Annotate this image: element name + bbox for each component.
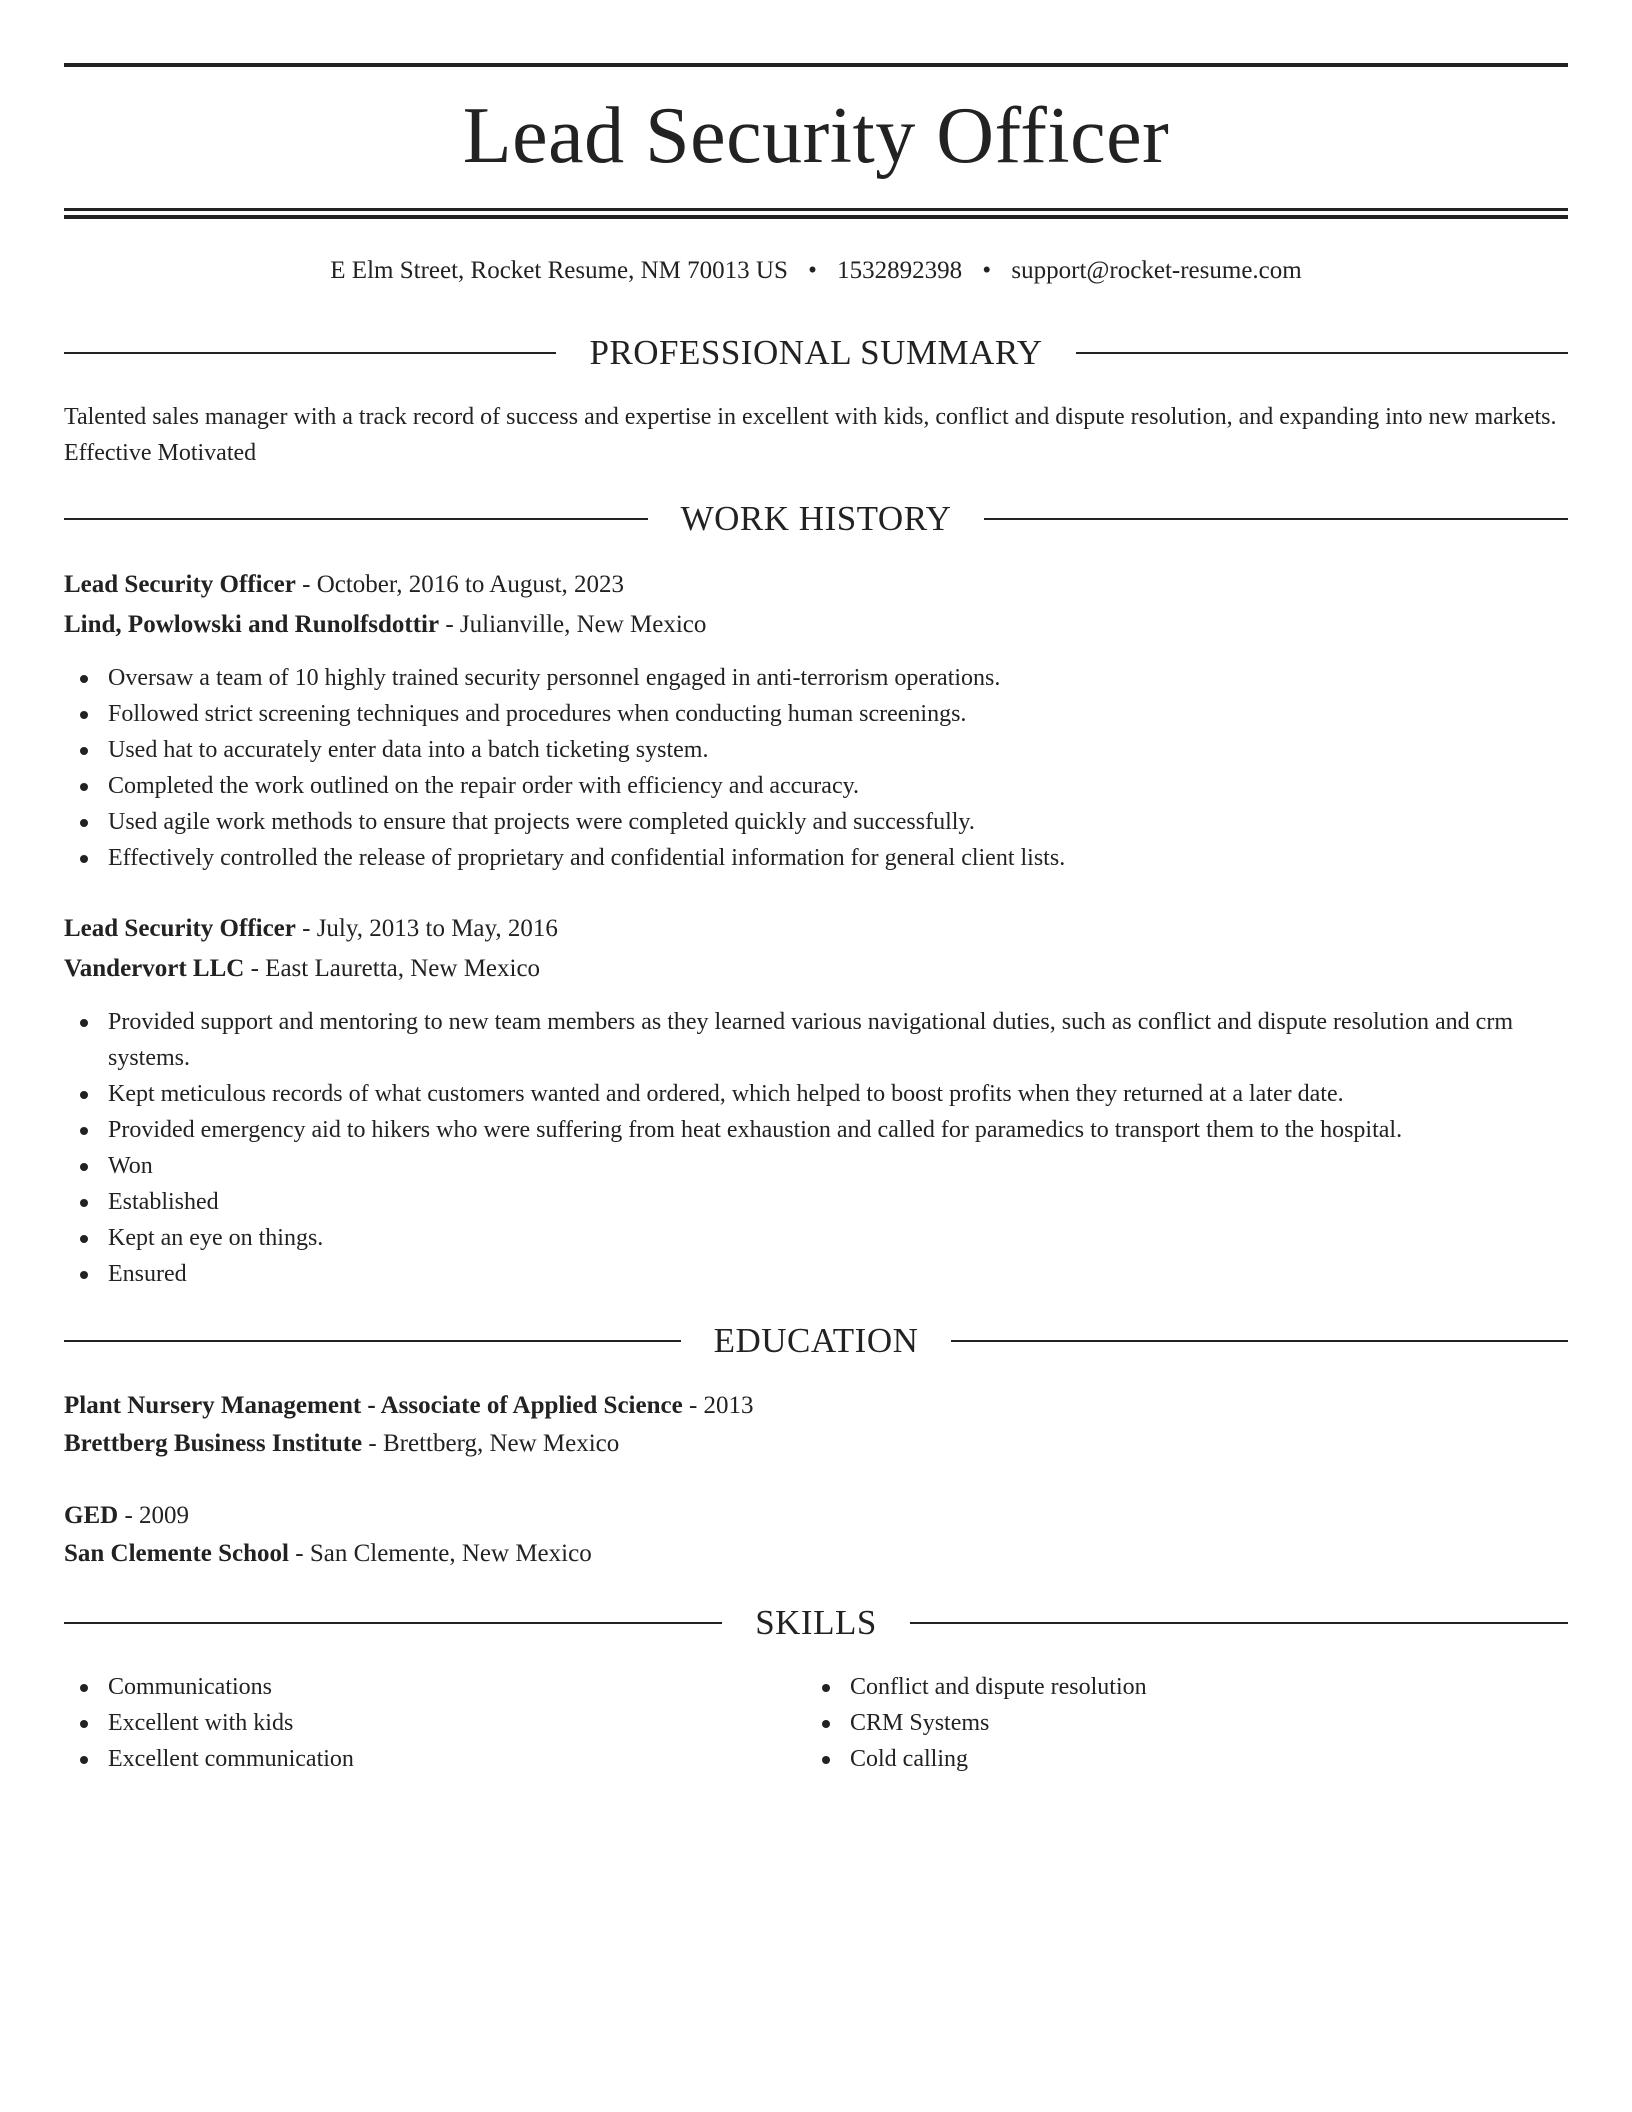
bullet-icon	[822, 1684, 830, 1692]
list-item	[64, 1076, 1568, 1112]
bullet-icon	[80, 1235, 88, 1243]
list-item	[64, 1220, 1568, 1256]
heading-rule-left	[64, 518, 648, 520]
job-bullet-list	[64, 1004, 1568, 1292]
list-item	[64, 660, 1568, 696]
bullet-icon	[822, 1756, 830, 1764]
section-heading-work-history	[64, 497, 1568, 541]
list-item	[64, 1184, 1568, 1220]
contact-email: support@rocket-resume.com	[1011, 257, 1302, 284]
heading-rule-right	[1076, 352, 1568, 354]
skills-list-left	[64, 1669, 784, 1777]
education-school: San Clemente School	[64, 1540, 289, 1567]
section-heading-skills	[64, 1601, 1568, 1645]
list-item	[64, 732, 1568, 768]
job-company: Vandervort LLC	[64, 955, 245, 982]
section-title: WORK HISTORY	[680, 499, 952, 538]
education-degree: Plant Nursery Management - Associate of Applied Science	[64, 1392, 683, 1419]
contact-separator: •	[808, 257, 817, 284]
contact-phone: 1532892398	[837, 257, 963, 284]
list-item	[64, 1705, 784, 1741]
section-heading-education	[64, 1319, 1568, 1363]
bullet-icon	[80, 1163, 88, 1171]
skill-text: Communications	[108, 1674, 272, 1700]
bullet-icon	[80, 783, 88, 791]
contact-address: E Elm Street, Rocket Resume, NM 70013 US	[330, 257, 788, 284]
heading-rule-left	[64, 1340, 681, 1342]
resume-name: Lead Security Officer	[462, 92, 1170, 180]
education-location: - San Clemente, New Mexico	[289, 1540, 592, 1567]
skills-list-right	[806, 1669, 1526, 1777]
bullet-icon	[80, 1684, 88, 1692]
list-item	[64, 1004, 1568, 1076]
list-item	[64, 1669, 784, 1705]
education-school-line	[64, 1536, 1568, 1572]
job-bullet-list	[64, 660, 1568, 876]
bullet-text: Effectively controlled the release of proprietary and confidential information for general client lists.	[108, 845, 1066, 871]
bullet-text: Kept meticulous records of what customers wanted and ordered, which helped to boost profits when they returned at a later date.	[108, 1081, 1344, 1107]
bullet-text: Won	[108, 1153, 153, 1179]
list-item	[64, 804, 1568, 840]
bullet-icon	[80, 1199, 88, 1207]
job-location: - Julianville, New Mexico	[439, 611, 707, 638]
list-item	[64, 1112, 1568, 1148]
list-item	[806, 1741, 1526, 1777]
job-location: - East Lauretta, New Mexico	[244, 955, 541, 982]
bullet-icon	[80, 855, 88, 863]
list-item	[64, 840, 1568, 876]
job-company-line	[64, 951, 1568, 987]
bullet-icon	[80, 675, 88, 683]
skill-text: CRM Systems	[850, 1710, 990, 1736]
summary-text: Talented sales manager with a track record of success and expertise in excellent with kids, conflict and dispute resolution, and expanding into new markets. Effective Motivated	[64, 404, 1557, 466]
skill-text: Excellent communication	[108, 1746, 354, 1772]
bullet-text: Provided support and mentoring to new team members as they learned various navigational duties, such as conflict and dispute resolution and crm systems.	[108, 1009, 1513, 1071]
job-title-line	[64, 567, 1568, 603]
list-item	[64, 1256, 1568, 1292]
education-year: - 2009	[118, 1502, 190, 1529]
bullet-icon	[80, 1271, 88, 1279]
education-location: - Brettberg, New Mexico	[362, 1430, 620, 1457]
heading-rule-right	[984, 518, 1568, 520]
heading-rule-right	[951, 1340, 1568, 1342]
bullet-icon	[80, 1720, 88, 1728]
education-degree-line	[64, 1498, 1568, 1534]
job-dates: - July, 2013 to May, 2016	[295, 915, 558, 942]
bullet-icon	[80, 1756, 88, 1764]
list-item	[806, 1705, 1526, 1741]
section-title: PROFESSIONAL SUMMARY	[589, 333, 1043, 372]
header-top-rule	[64, 63, 1568, 67]
contact-separator: •	[982, 257, 992, 284]
bullet-text: Followed strict screening techniques and procedures when conducting human screenings.	[108, 701, 967, 727]
heading-rule-left	[64, 352, 556, 354]
bullet-text: Provided emergency aid to hikers who were suffering from heat exhaustion and called for paramedics to transport them to the hospital.	[108, 1117, 1403, 1143]
bullet-text: Kept an eye on things.	[108, 1225, 324, 1251]
education-year: - 2013	[682, 1392, 754, 1419]
list-item	[64, 696, 1568, 732]
heading-rule-left	[64, 1622, 722, 1624]
job-dates: - October, 2016 to August, 2023	[295, 571, 625, 598]
education-school: Brettberg Business Institute	[64, 1430, 363, 1457]
job-title-line	[64, 911, 1568, 947]
bullet-text: Oversaw a team of 10 highly trained security personnel engaged in anti-terrorism operations.	[108, 665, 1001, 691]
education-degree: GED	[64, 1502, 119, 1529]
bullet-text: Used agile work methods to ensure that projects were completed quickly and successfully.	[108, 809, 975, 835]
job-title: Lead Security Officer	[64, 571, 296, 598]
heading-rule-right	[910, 1622, 1568, 1624]
skill-text: Excellent with kids	[108, 1710, 294, 1736]
bullet-icon	[80, 819, 88, 827]
section-title: EDUCATION	[713, 1321, 919, 1360]
job-title: Lead Security Officer	[64, 915, 296, 942]
bullet-icon	[80, 1127, 88, 1135]
section-heading-summary	[64, 331, 1568, 375]
header-double-rule-lower	[64, 215, 1568, 219]
skill-text: Cold calling	[850, 1746, 968, 1772]
bullet-icon	[80, 747, 88, 755]
list-item	[64, 1148, 1568, 1184]
bullet-text: Ensured	[108, 1261, 187, 1287]
list-item	[64, 768, 1568, 804]
contact-line	[64, 254, 1568, 288]
bullet-text: Established	[108, 1189, 219, 1215]
bullet-text: Completed the work outlined on the repair order with efficiency and accuracy.	[108, 773, 860, 799]
job-company-line	[64, 607, 1568, 643]
education-school-line	[64, 1426, 1568, 1462]
section-title: SKILLS	[755, 1603, 877, 1642]
education-degree-line	[64, 1388, 1568, 1424]
skill-text: Conflict and dispute resolution	[850, 1674, 1147, 1700]
bullet-icon	[80, 1091, 88, 1099]
bullet-icon	[80, 1019, 88, 1027]
job-company: Lind, Powlowski and Runolfsdottir	[64, 611, 440, 638]
bullet-icon	[80, 711, 88, 719]
list-item	[806, 1669, 1526, 1705]
bullet-text: Used hat to accurately enter data into a batch ticketing system.	[108, 737, 709, 763]
header-double-rule-upper	[64, 208, 1568, 211]
list-item	[64, 1741, 784, 1777]
bullet-icon	[822, 1720, 830, 1728]
